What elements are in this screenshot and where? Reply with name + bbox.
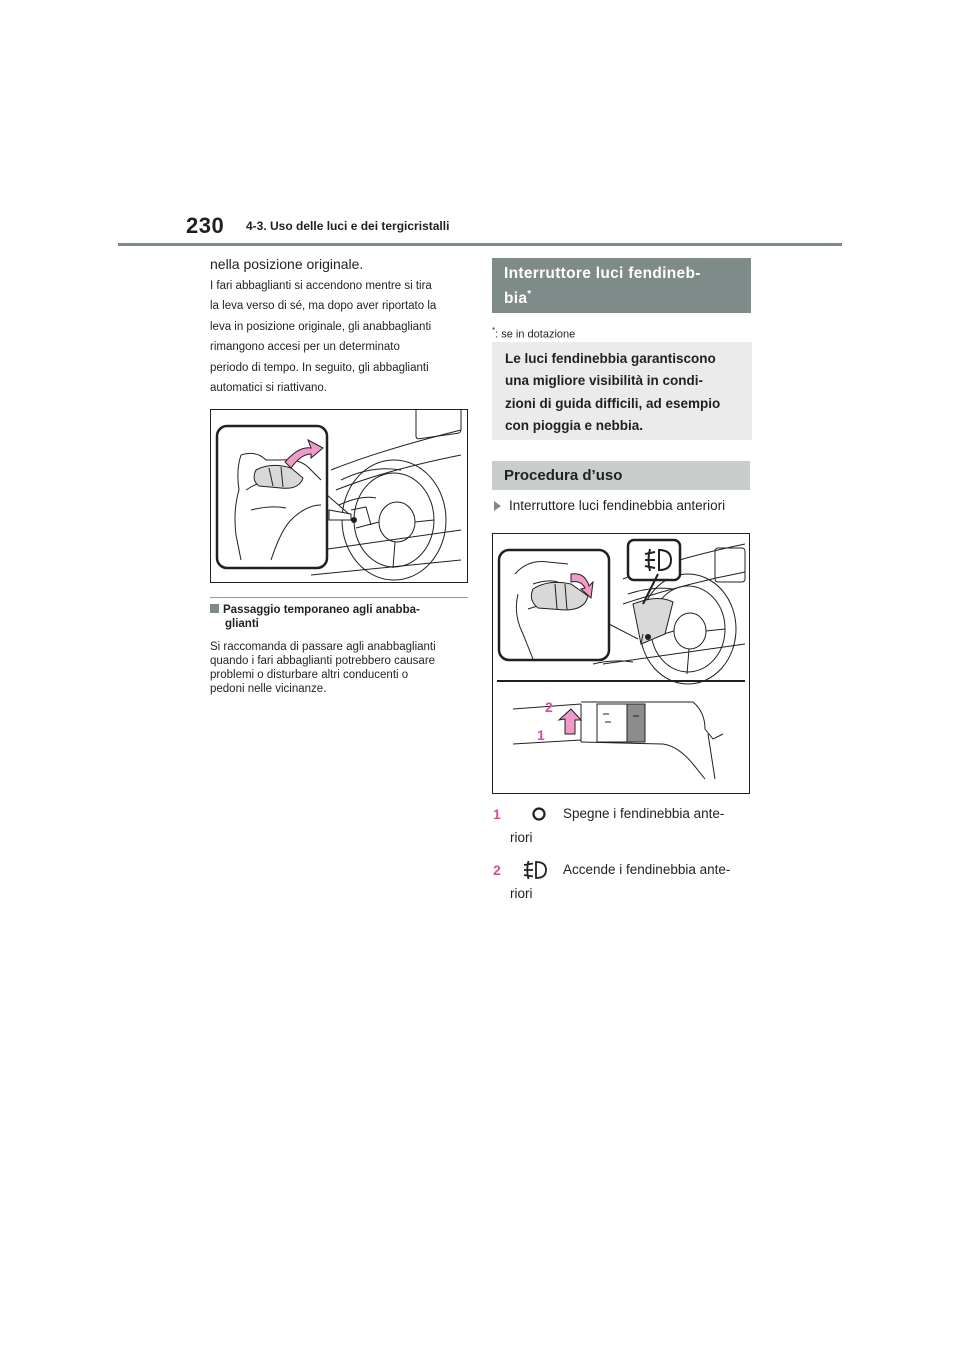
body-paragraph — [210, 276, 472, 398]
paragraph-line: leva in posizione originale, gli anabbaglianti — [210, 320, 432, 333]
intro-box — [492, 342, 752, 440]
paragraph-line: rimangono accesi per un determinato — [210, 341, 400, 354]
section-header: 4-3. Uso delle luci e dei tergicristalli — [246, 219, 450, 233]
sub-heading-line2: glianti — [225, 618, 259, 630]
triangle-bullet-icon — [494, 501, 501, 511]
section-title-line2: bia* — [504, 289, 532, 308]
paragraph-line: I fari abbaglianti si accendono mentre si tira — [210, 280, 432, 292]
note-paragraph — [210, 640, 472, 696]
headlight-lever-illustration — [210, 409, 468, 583]
sub-heading-line1: Passaggio temporaneo agli anabba- — [223, 604, 420, 616]
bullet-item — [494, 498, 725, 513]
legend-text: Spegne i fendinebbia ante- — [563, 806, 725, 821]
intro-line: una migliore visibilità in condi- — [505, 373, 704, 388]
callout-2: 2 — [545, 699, 553, 715]
front-fog-light-icon — [521, 858, 549, 882]
procedure-title: Procedura d’uso — [504, 467, 623, 484]
paragraph-line: automatici si riattivano. — [210, 382, 327, 395]
paragraph-line: periodo di tempo. In seguito, gli abbaglianti — [210, 361, 429, 374]
legend-text: riori — [510, 886, 533, 901]
header-divider — [118, 243, 842, 246]
note-line: problemi o disturbare altri conducenti o — [210, 669, 409, 681]
note-line: pedoni nelle vicinanze. — [210, 683, 327, 695]
intro-line: con pioggia e nebbia. — [505, 418, 644, 433]
note-line: quando i fari abbaglianti potrebbero causare — [210, 655, 436, 667]
column-divider — [210, 597, 468, 598]
legend-number: 2 — [493, 862, 501, 878]
page-number: 230 — [186, 213, 225, 238]
legend-text: Accende i fendinebbia ante- — [563, 862, 731, 877]
legend-text: riori — [510, 830, 533, 845]
legend-item-1 — [493, 806, 501, 824]
off-circle-icon — [531, 806, 547, 822]
procedure-band — [492, 461, 750, 490]
bullet-text: Interruttore luci fendinebbia anteriori — [509, 498, 726, 513]
legend-item-2 — [493, 862, 501, 880]
square-bullet-icon — [210, 604, 219, 613]
intro-line: zioni di guida difficili, ad esempio — [505, 396, 721, 411]
section-title-line1: Interruttore luci fendineb- — [504, 265, 701, 282]
sub-heading — [210, 603, 472, 631]
paragraph-line: la leva verso di sé, ma dopo aver riportato la — [210, 300, 437, 313]
callout-1: 1 — [537, 727, 545, 743]
lead-text: nella posizione originale. — [210, 256, 364, 272]
fog-light-switch-illustration — [492, 533, 750, 794]
section-title-band — [492, 258, 751, 313]
legend-number: 1 — [493, 806, 501, 822]
footnote: *: se in dotazione — [492, 326, 576, 341]
intro-line: Le luci fendinebbia garantiscono — [505, 351, 716, 366]
note-line: Si raccomanda di passare agli anabbaglianti — [210, 641, 436, 653]
